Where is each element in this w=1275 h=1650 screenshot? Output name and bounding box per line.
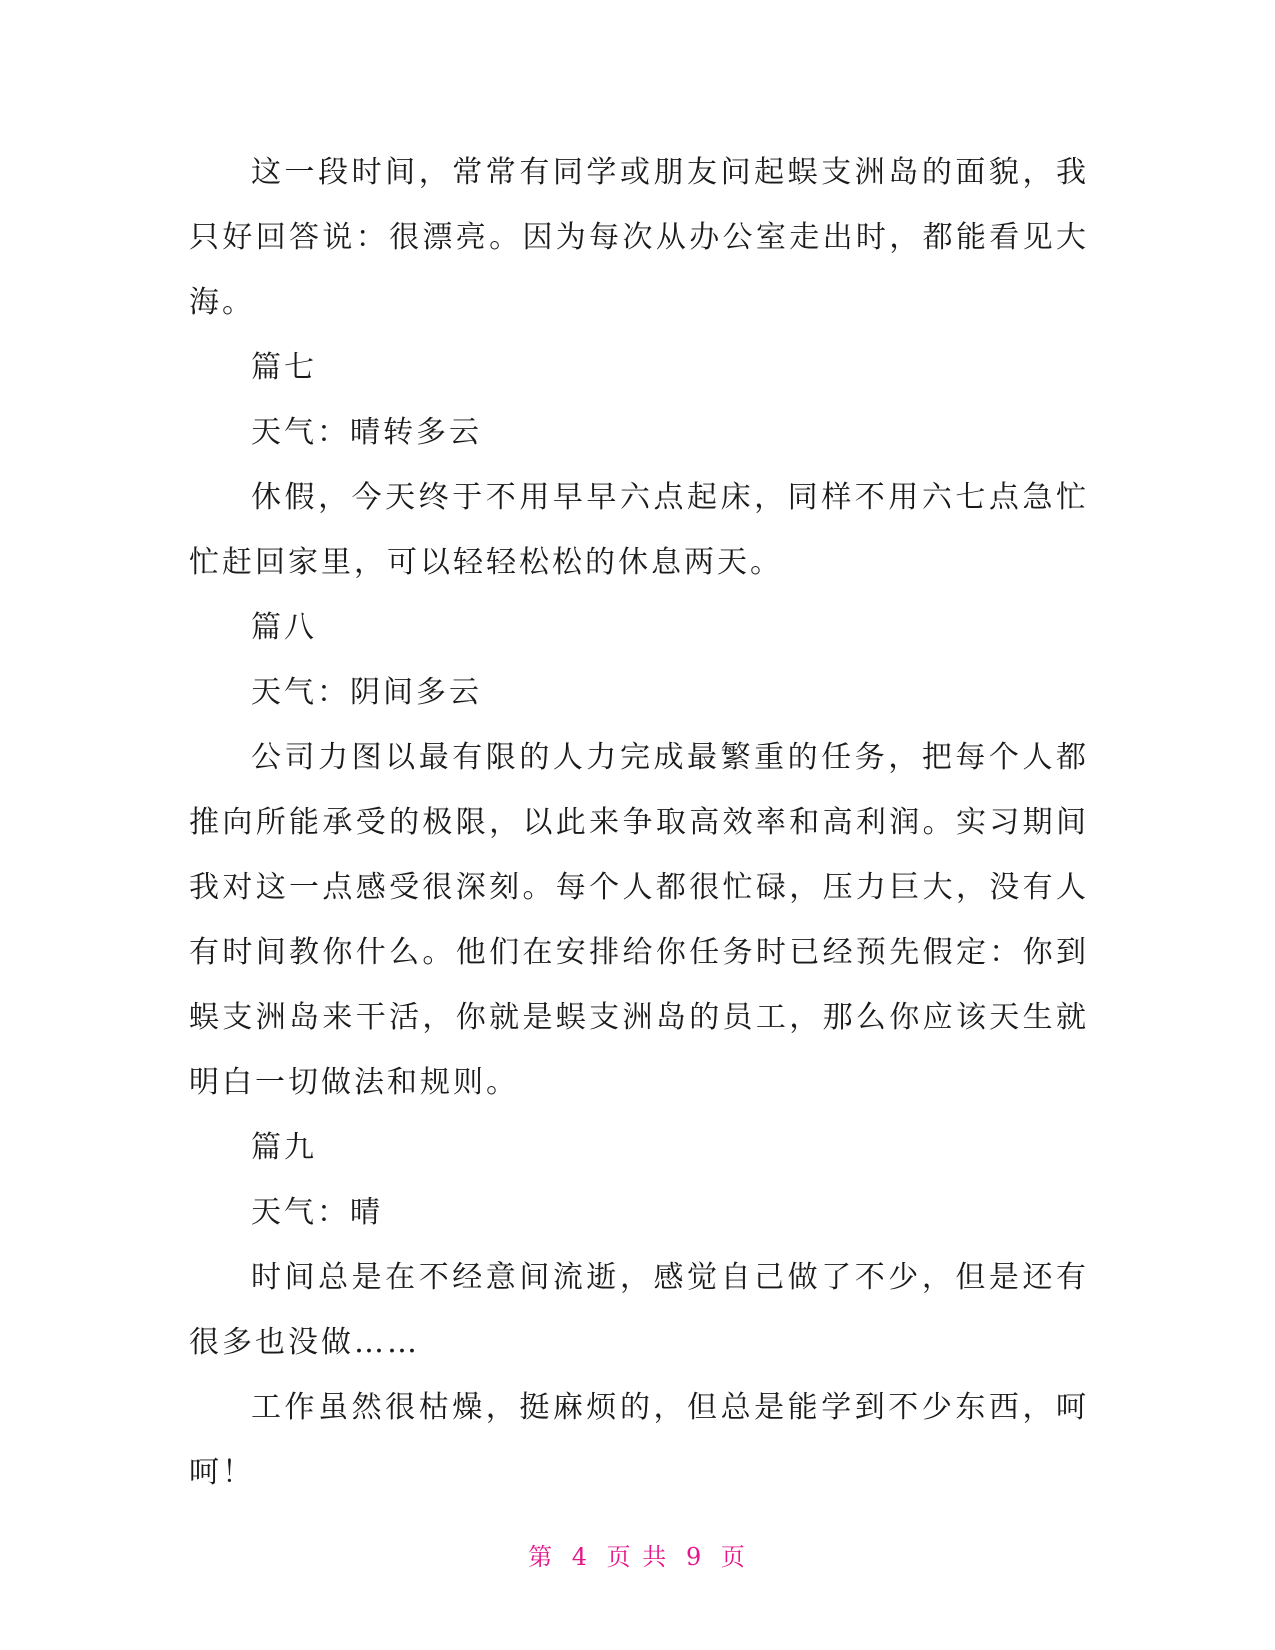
weather-line-8: 天气：阴间多云 xyxy=(251,675,482,710)
footer-suffix: 页 xyxy=(720,1543,747,1571)
page-footer xyxy=(0,1537,1275,1572)
document-body xyxy=(189,140,1089,1505)
footer-total-pages: 9 xyxy=(685,1543,704,1571)
paragraph-chapter-7: 休假，今天终于不用早早六点起床，同样不用六七点急忙忙赶回家里，可以轻轻松松的休息两天。 xyxy=(189,480,1089,580)
heading-chapter-8: 篇八 xyxy=(251,610,317,645)
paragraph-intro: 这一段时间，常常有同学或朋友问起蜈支洲岛的面貌，我只好回答说：很漂亮。因为每次从办公室走出时，都能看见大海。 xyxy=(189,155,1089,320)
paragraph-chapter-9-b: 工作虽然很枯燥，挺麻烦的，但总是能学到不少东西，呵呵！ xyxy=(189,1390,1089,1490)
footer-middle: 页 共 xyxy=(606,1543,669,1571)
footer-prefix: 第 xyxy=(528,1543,555,1571)
weather-line-7: 天气：晴转多云 xyxy=(251,415,482,450)
heading-chapter-7: 篇七 xyxy=(251,350,317,385)
paragraph-chapter-8: 公司力图以最有限的人力完成最繁重的任务，把每个人都推向所能承受的极限，以此来争取高效率和高利润。实习期间我对这一点感受很深刻。每个人都很忙碌，压力巨大，没有人有时间教你什么。他们在安排给你任务时已经预先假定：你到蜈支洲岛来干活，你就是蜈支洲岛的员工，那么你应该天生就明白一切做法和规则。 xyxy=(189,740,1089,1100)
footer-page-number: 4 xyxy=(571,1543,590,1571)
heading-chapter-9: 篇九 xyxy=(251,1130,317,1165)
paragraph-chapter-9-a: 时间总是在不经意间流逝，感觉自己做了不少，但是还有很多也没做…… xyxy=(189,1260,1089,1360)
weather-line-9: 天气：晴 xyxy=(251,1195,383,1230)
